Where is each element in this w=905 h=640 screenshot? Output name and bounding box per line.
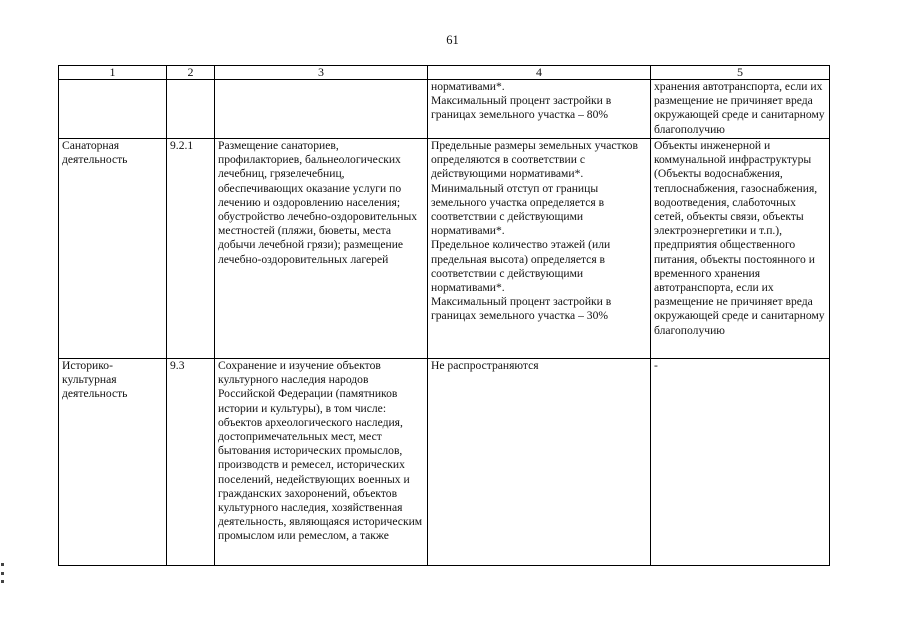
use-type-parameters: Не распространяются bbox=[428, 359, 651, 566]
use-type-restrictions: Объекты инженерной и коммунальной инфраструктуры (Объекты водоснабжения, теплоснабжения, газоснабжения, водоотведения, слаботочных сетей, объекты связи, объекты электроэнергетики и т.п.), предприятия общественного питания, объекты постоянного и временного хранения автотранспорта, если их размещение не причиняет вреда окружающей среде и санитарному благополучию bbox=[651, 139, 830, 359]
scan-mark bbox=[1, 572, 4, 575]
use-type-description: Сохранение и изучение объектов культурного наследия народов Российской Федерации (памятников истории и культуры), в том числе: объектов археологического наследия, достопримечательных мест, мест бытования исторических промыслов, производств и ремесел, исторических поселений, недействующих военных и гражданских захоронений, объектов культурного наследия, хозяйственная деятельность, являющаяся историческим промыслом или ремеслом, а также bbox=[215, 359, 428, 566]
use-type-code: 9.3 bbox=[167, 359, 215, 566]
use-type-name: Санаторная деятельность bbox=[59, 139, 167, 359]
table-row bbox=[59, 80, 830, 139]
column-header: 4 bbox=[428, 66, 651, 80]
use-type-description: Размещение санаториев, профилакториев, бальнеологических лечебниц, грязелечебниц, обеспечивающих оказание услуги по лечению и оздоровлению населения; обустройство лечебно-оздоровительных местностей (пляжи, бюветы, места добычи лечебной грязи); размещение лечебно-оздоровительных лагерей bbox=[215, 139, 428, 359]
table-header-row bbox=[59, 66, 830, 80]
use-type-code: 9.2.1 bbox=[167, 139, 215, 359]
use-type-restrictions: - bbox=[651, 359, 830, 566]
page-number: 61 bbox=[446, 33, 459, 47]
table-row bbox=[59, 359, 830, 566]
use-type-name: Историко-культурная деятельность bbox=[59, 359, 167, 566]
column-header: 5 bbox=[651, 66, 830, 80]
scan-mark bbox=[1, 580, 4, 583]
use-type-parameters: Предельные размеры земельных участков определяются в соответствии с действующими нормативами*. Минимальный отступ от границы земельного участка определяется в соответствии с действующими нормативами*. Предельное количество этажей (или предельная высота) определяется в соответствии с действующими нормативами*. Максимальный процент застройки в границах земельного участка – 30% bbox=[428, 139, 651, 359]
column-header: 3 bbox=[215, 66, 428, 80]
table-row bbox=[59, 139, 830, 359]
column-header: 1 bbox=[59, 66, 167, 80]
use-type-code bbox=[167, 80, 215, 139]
use-type-parameters: нормативами*. Максимальный процент застройки в границах земельного участка – 80% bbox=[428, 80, 651, 139]
use-type-name bbox=[59, 80, 167, 139]
scan-mark bbox=[1, 563, 4, 566]
column-header: 2 bbox=[167, 66, 215, 80]
land-use-table bbox=[58, 65, 830, 566]
use-type-description bbox=[215, 80, 428, 139]
use-type-restrictions: хранения автотранспорта, если их размещение не причиняет вреда окружающей среде и санитарному благополучию bbox=[651, 80, 830, 139]
